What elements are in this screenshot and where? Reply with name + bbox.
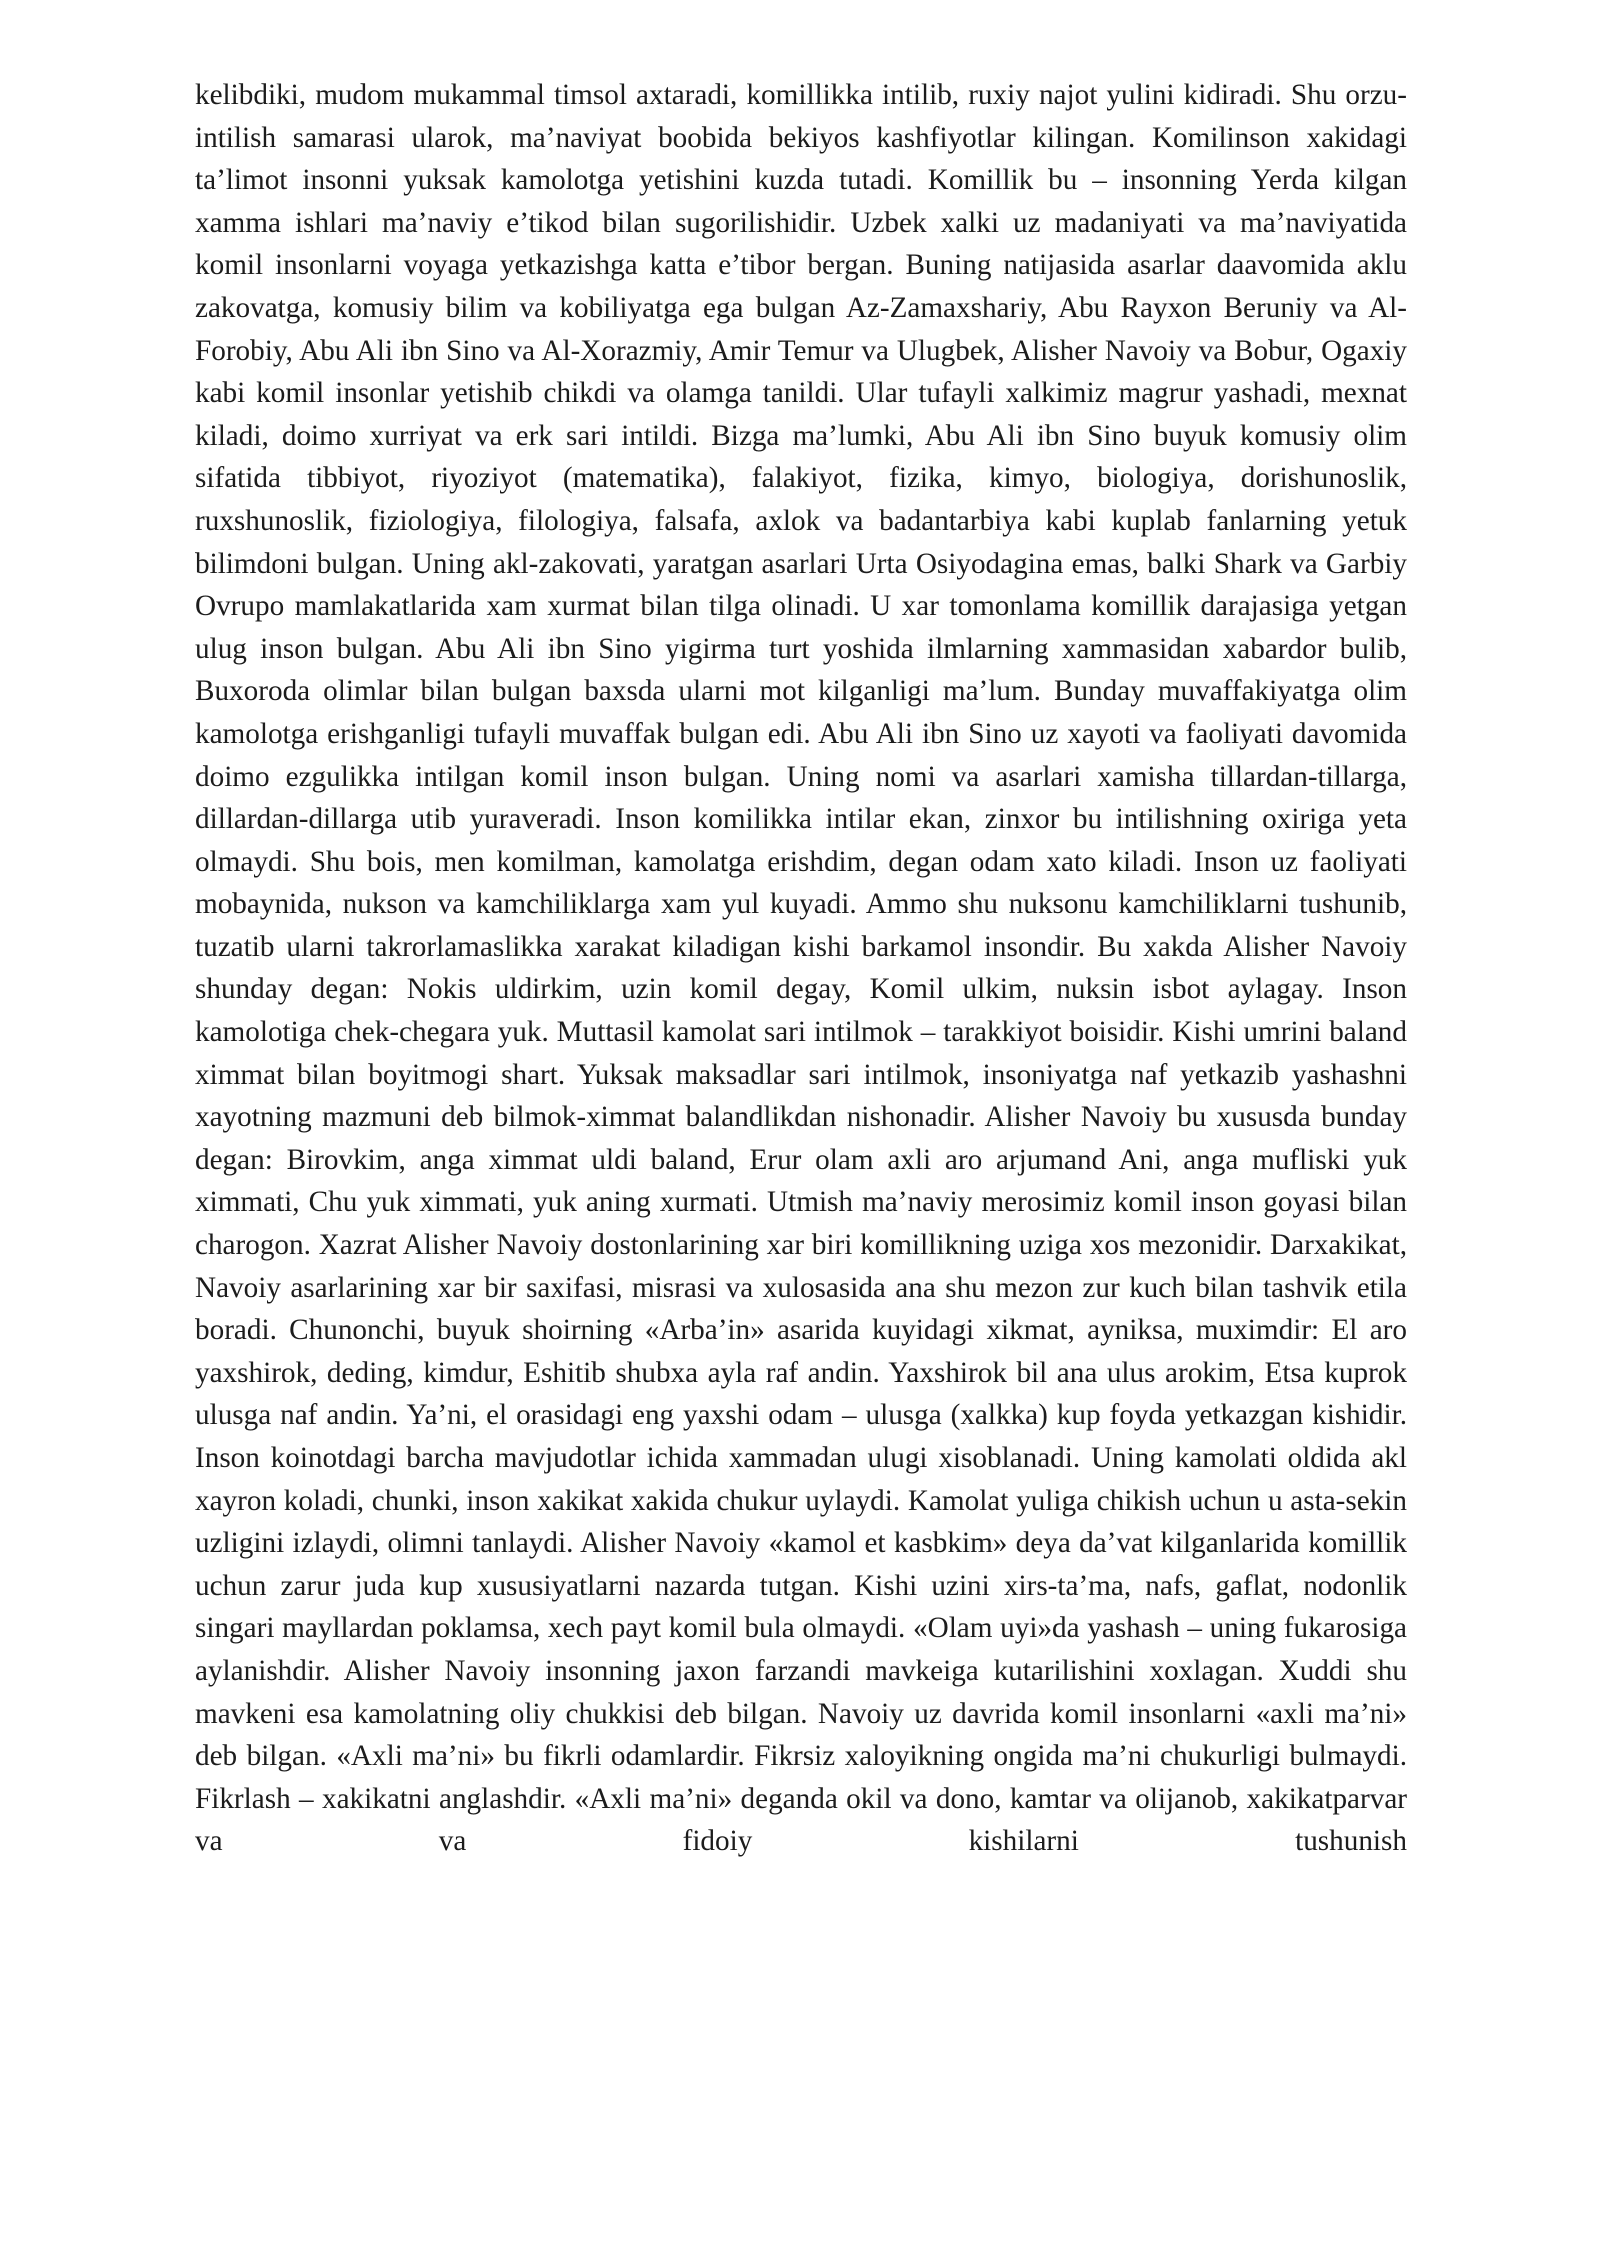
document-page <box>195 74 1407 1863</box>
body-paragraph: kelibdiki, mudom mukammal timsol axtaradi, komillikka intilib, ruxiy najot yulini kidiradi. Shu orzu-intilish samarasi ularok, ma’naviyat boobida bekiyos kashfiyotlar kilingan. Komilinson xakidagi ta’limot insonni yuksak kamolotga yetishini kuzda tutadi. Komillik bu – insonning Yerda kilgan xamma ishlari ma’naviy e’tikod bilan sugorilishidir. Uzbek xalki uz madaniyati va ma’naviyatida komil insonlarni voyaga yetkazishga katta e’tibor bergan. Buning natijasida asarlar daavomida aklu zakovatga, komusiy bilim va kobiliyatga ega bulgan Az-Zamaxshariy, Abu Rayxon Beruniy va Al-Forobiy, Abu Ali ibn Sino va Al-Xorazmiy, Amir Temur va Ulugbek, Alisher Navoiy va Bobur, Ogaxiy kabi komil insonlar yetishib chikdi va olamga tanildi. Ular tufayli xalkimiz magrur yashadi, mexnat kiladi, doimo xurriyat va erk sari intildi. Bizga ma’lumki, Abu Ali ibn Sino buyuk komusiy olim sifatida tibbiyot, riyoziyot (matematika), falakiyot, fizika, kimyo, biologiya, dorishunoslik, ruxshunoslik, fiziologiya, filologiya, falsafa, axlok va badantarbiya kabi kuplab fanlarning yetuk bilimdoni bulgan. Uning akl-zakovati, yaratgan asarlari Urta Osiyodagina emas, balki Shark va Garbiy Ovrupo mamlakatlarida xam xurmat bilan tilga olinadi. U xar tomonlama komillik darajasiga yetgan ulug inson bulgan. Abu Ali ibn Sino yigirma turt yoshida ilmlarning xammasidan xabardor bulib, Buxoroda olimlar bilan bulgan baxsda ularni mot kilganligi ma’lum. Bunday muvaffakiyatga olim kamolotga erishganligi tufayli muvaffak bulgan edi. Abu Ali ibn Sino uz xayoti va faoliyati davomida doimo ezgulikka intilgan komil inson bulgan. Uning nomi va asarlari xamisha tillardan-tillarga, dillardan-dillarga utib yuraveradi. Inson komilikka intilar ekan, zinxor bu intilishning oxiriga yeta olmaydi. Shu bois, men komilman, kamolatga erishdim, degan odam xato kiladi. Inson uz faoliyati mobaynida, nukson va kamchiliklarga xam yul kuyadi. Ammo shu nuksonu kamchiliklarni tushunib, tuzatib ularni takrorlamaslikka xarakat kiladigan kishi barkamol insondir. Bu xakda Alisher Navoiy shunday degan: Nokis uldirkim, uzin komil degay, Komil ulkim, nuksin isbot aylagay. Inson kamolotiga chek-chegara yuk. Muttasil kamolat sari intilmok – tarakkiyot boisidir. Kishi umrini baland ximmat bilan boyitmogi shart. Yuksak maksadlar sari intilmok, insoniyatga naf yetkazib yashashni xayotning mazmuni deb bilmok-ximmat balandlikdan nishonadir. Alisher Navoiy bu xususda bunday degan: Birovkim, anga ximmat uldi baland, Erur olam axli aro arjumand Ani, anga mufliski yuk ximmati, Chu yuk ximmati, yuk aning xurmati. Utmish ma’naviy merosimiz komil inson goyasi bilan charogon. Xazrat Alisher Navoiy dostonlarining xar biri komillikning uziga xos mezonidir. Darxakikat, Navoiy asarlarining xar bir saxifasi, misrasi va xulosasida ana shu mezon zur kuch bilan tashvik etila boradi. Chunonchi, buyuk shoirning «Arba’in» asarida kuyidagi xikmat, ayniksa, muximdir: El aro yaxshirok, deding, kimdur, Eshitib shubxa ayla raf andin. Yaxshirok bil ana ulus arokim, Etsa kuprok ulusga naf andin. Ya’ni, el orasidagi eng yaxshi odam – ulusga (xalkka) kup foyda yetkazgan kishidir. Inson koinotdagi barcha mavjudotlar ichida xammadan ulugi xisoblanadi. Uning kamolati oldida akl xayron koladi, chunki, inson xakikat xakida chukur uylaydi. Kamolat yuliga chikish uchun u asta-sekin uzligini izlaydi, olimni tanlaydi. Alisher Navoiy «kamol et kasbkim» deya da’vat kilganlarida komillik uchun zarur juda kup xususiyatlarni nazarda tutgan. Kishi uzini xirs-ta’ma, nafs, gaflat, nodonlik singari mayllardan poklamsa, xech payt komil bula olmaydi. «Olam uyi»da yashash – uning fukarosiga aylanishdir. Alisher Navoiy insonning jaxon farzandi mavkeiga kutarilishini xoxlagan. Xuddi shu mavkeni esa kamolatning oliy chukkisi deb bilgan. Navoiy uz davrida komil insonlarni «axli ma’ni» deb bilgan. «Axli ma’ni» bu fikrli odamlardir. Fikrsiz xaloyikning ongida ma’ni chukurligi bulmaydi. Fikrlash – xakikatni anglashdir. «Axli ma’ni» deganda okil va dono, kamtar va olijanob, xakikatparvar va va fidoiy kishilarni tushunish <box>195 79 1407 1858</box>
